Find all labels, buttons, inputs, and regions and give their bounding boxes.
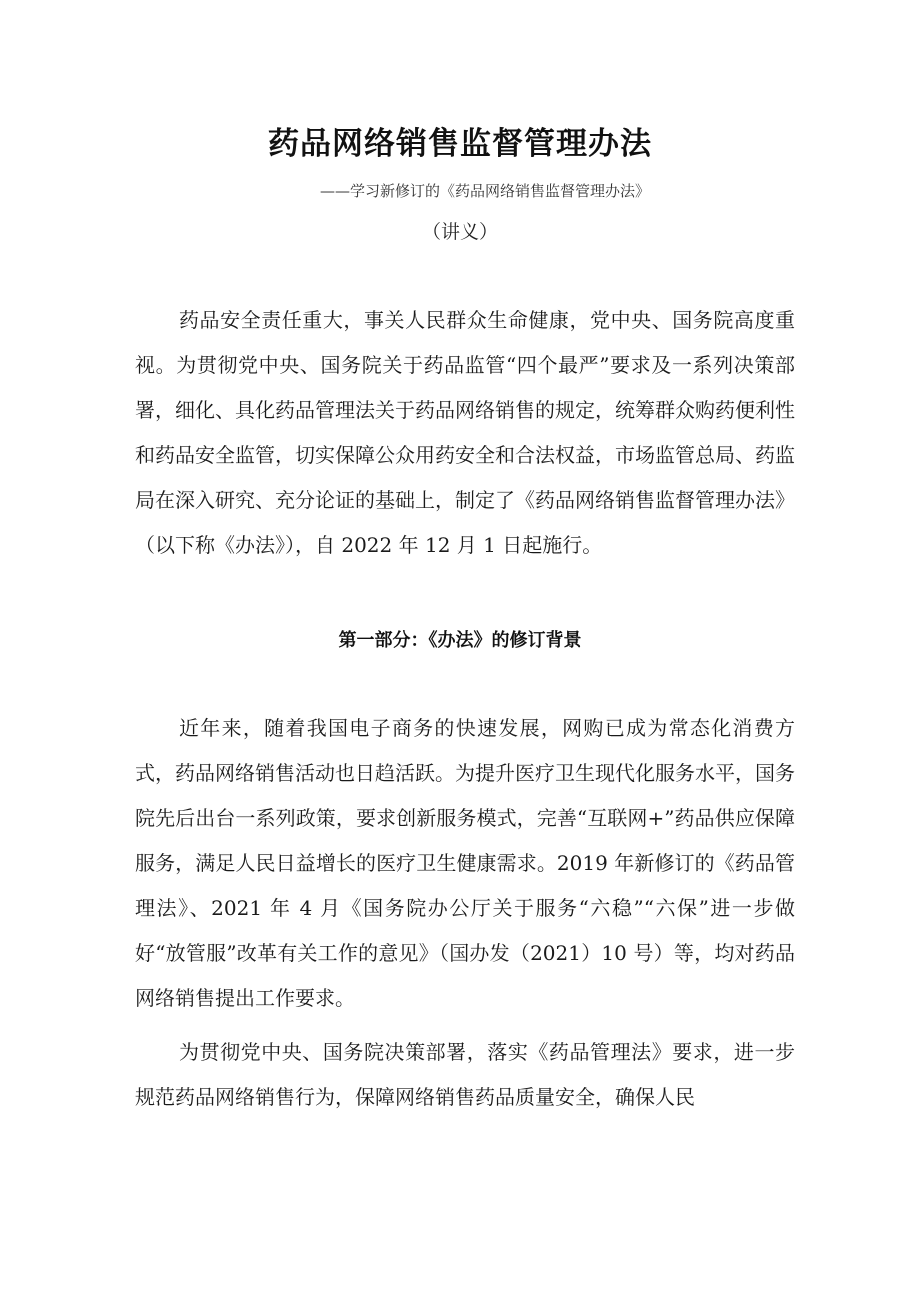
document-title: 药品网络销售监督管理办法 (268, 126, 652, 162)
section-block-1 (135, 706, 795, 1021)
document-subtitle: ——学习新修订的《药品网络销售监督管理办法》 (320, 182, 651, 200)
document-note: （讲义） (421, 221, 498, 243)
intro-block (135, 298, 795, 568)
section-block-2 (135, 1030, 795, 1120)
section-paragraph-1: 近年来，随着我国电子商务的快速发展，网购已成为常态化消费方式，药品网络销售活动也日趋活跃。为提升医疗卫生现代化服务水平，国务院先后出台一系列政策，要求创新服务模式，完善“互联网+”药品供应保障服务，满足人民日益增长的医疗卫生健康需求。2019 年新修订的《药品管理法》、2021 年 4 月《国务院办公厅关于服务“六稳”“六保”进一步做好“放管服”改革有关工作的意见》（国办发（2021）10 号）等，均对药品网络销售提出工作要求。 (135, 716, 795, 1010)
section-heading: 第一部分：《办法》的修订背景 (338, 630, 582, 651)
section-paragraph-2: 为贯彻党中央、国务院决策部署，落实《药品管理法》要求，进一步规范药品网络销售行为，保障网络销售药品质量安全，确保人民 (135, 1040, 795, 1109)
intro-paragraph: 药品安全责任重大，事关人民群众生命健康，党中央、国务院高度重视。为贯彻党中央、国务院关于药品监管“四个最严”要求及一系列决策部署，细化、具化药品管理法关于药品网络销售的规定，统筹群众购药便利性和药品安全监管，切实保障公众用药安全和合法权益，市场监管总局、药监局在深入研究、充分论证的基础上，制定了《药品网络销售监督管理办法》（以下称《办法》），自 2022 年 12 月 1 日起施行。 (135, 308, 795, 557)
